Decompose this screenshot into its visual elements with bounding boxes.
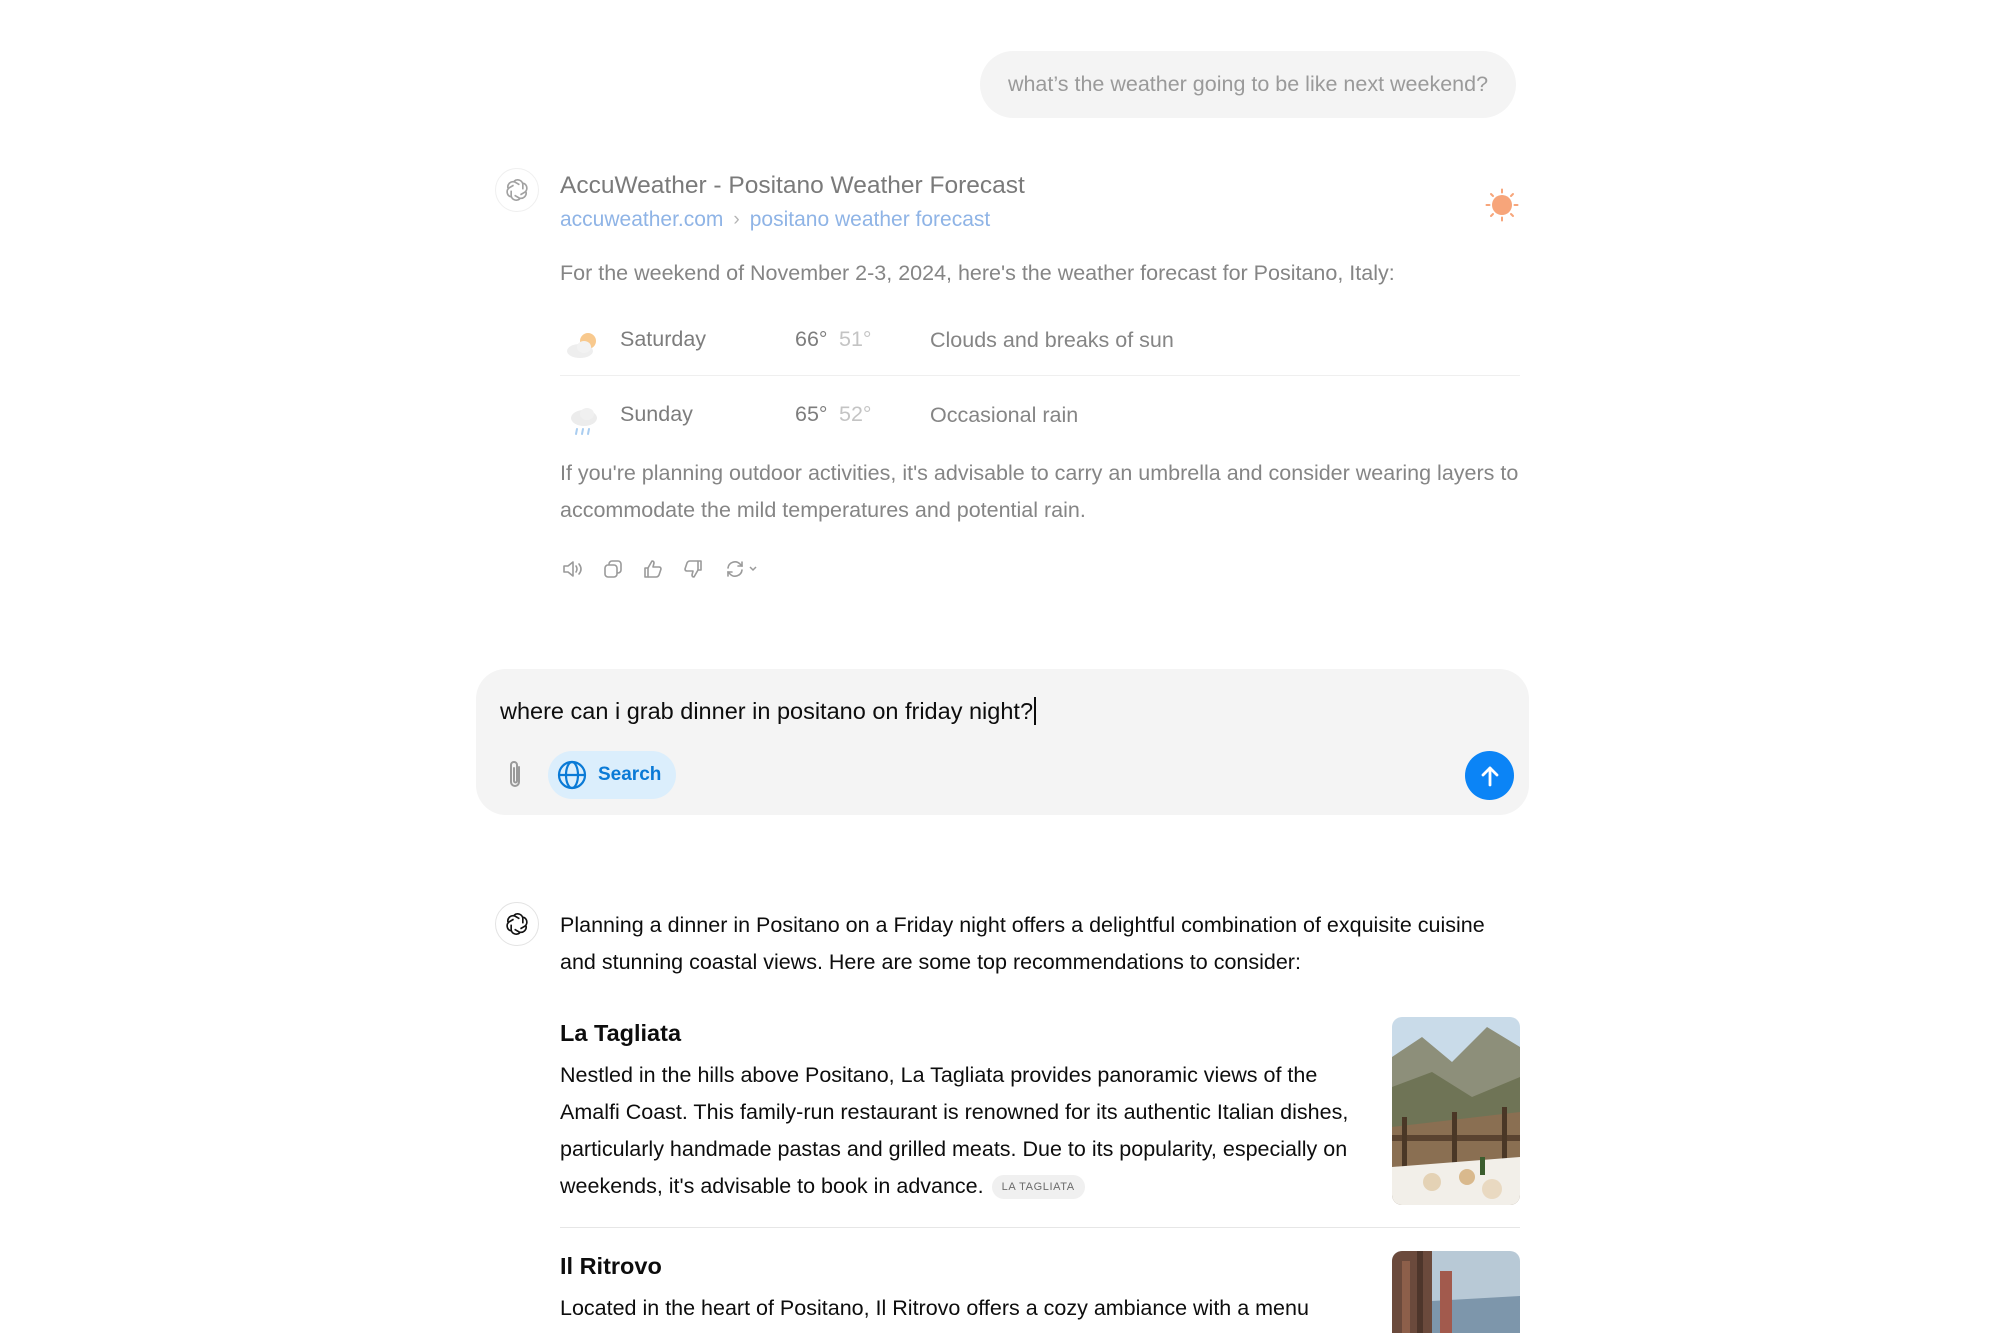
forecast-high: 65°: [795, 402, 828, 426]
assistant-avatar: [495, 902, 539, 946]
regenerate-button[interactable]: [720, 556, 762, 582]
chevron-down-icon: [748, 565, 758, 573]
forecast-day: Sunday: [620, 402, 693, 426]
user-message-bubble: [980, 51, 1516, 118]
search-toggle-label: Search: [598, 764, 662, 785]
chevron-right-icon: ›: [733, 209, 740, 230]
forecast-low: 52°: [839, 402, 872, 426]
restaurant-divider: [560, 1227, 1520, 1228]
restaurant-description: [560, 1057, 1380, 1205]
message-input[interactable]: [500, 691, 1480, 731]
weather-advice-text: If you're planning outdoor activities, it's advisable to carry an umbrella and consider wearing layers to accommodate the mild temperatures and potential rain.: [560, 461, 1519, 522]
restaurant-photo[interactable]: [1392, 1251, 1520, 1333]
copy-button[interactable]: [600, 556, 626, 582]
dinner-answer-intro: Planning a dinner in Positano on a Friday night offers a delightful combination of exquisite cuisine and stunning coastal views. Here are some top recommendations to consider:: [560, 913, 1485, 974]
sun-icon: [1485, 188, 1519, 222]
message-action-bar: [560, 556, 762, 582]
restaurant-photo-image: [1392, 1251, 1520, 1333]
read-aloud-icon: [561, 558, 585, 580]
weather-intro-text: For the weekend of November 2-3, 2024, here's the weather forecast for Positano, Italy:: [560, 261, 1395, 285]
forecast-row: [560, 305, 1520, 376]
forecast-description: Occasional rain: [930, 403, 1079, 427]
restaurant-photo[interactable]: [1392, 1017, 1520, 1205]
forecast-low: 51°: [839, 327, 872, 351]
source-path-link[interactable]: positano weather forecast: [749, 208, 991, 231]
message-composer: [476, 669, 1529, 815]
message-input-value: where can i grab dinner in positano on friday night?: [500, 697, 1034, 724]
rain-icon: [564, 400, 604, 440]
thumbs-up-icon: [642, 558, 664, 580]
restaurant-photo-image: [1392, 1017, 1520, 1205]
forecast-description: Clouds and breaks of sun: [930, 328, 1174, 352]
source-domain-link[interactable]: accuweather.com: [560, 208, 724, 231]
copy-icon: [602, 558, 624, 580]
restaurant-description-text: Nestled in the hills above Positano, La Tagliata provides panoramic views of the Amalfi Coast. This family-run restaurant is renowned for its authentic Italian dishes, particularly handmade pastas and grilled meats. Due to its popularity, especially on weekends, it's advisable to book in advance.: [560, 1063, 1349, 1198]
citation-chip[interactable]: LA TAGLIATA: [992, 1175, 1085, 1199]
paperclip-icon: [504, 759, 526, 791]
thumbs-down-button[interactable]: [680, 556, 706, 582]
text-caret: [1034, 697, 1036, 725]
arrow-up-icon: [1479, 764, 1501, 788]
attach-button[interactable]: [500, 757, 530, 793]
thumbs-up-button[interactable]: [640, 556, 666, 582]
thumbs-down-icon: [682, 558, 704, 580]
forecast-high: 66°: [795, 327, 828, 351]
weather-source-title[interactable]: AccuWeather - Positano Weather Forecast: [560, 172, 1025, 199]
user-message-text: what’s the weather going to be like next weekend?: [1007, 72, 1489, 96]
openai-logo-icon: [503, 910, 531, 938]
send-button[interactable]: [1465, 751, 1514, 800]
regenerate-icon: [724, 558, 748, 580]
globe-icon: [556, 759, 588, 791]
forecast-row: [560, 380, 1520, 450]
forecast-day: Saturday: [620, 327, 707, 351]
restaurant-description: [560, 1290, 1380, 1327]
restaurant-title: Il Ritrovo: [560, 1253, 662, 1279]
weather-source-breadcrumb: [560, 208, 990, 232]
assistant-avatar: [495, 168, 539, 212]
openai-logo-icon: [503, 176, 531, 204]
restaurant-title: La Tagliata: [560, 1020, 682, 1046]
partly-sunny-icon: [564, 325, 604, 365]
restaurant-description-text: Located in the heart of Positano, Il Ritrovo offers a cozy ambiance with a menu: [560, 1296, 1309, 1320]
search-toggle-button[interactable]: [548, 751, 676, 799]
read-aloud-button[interactable]: [560, 556, 586, 582]
